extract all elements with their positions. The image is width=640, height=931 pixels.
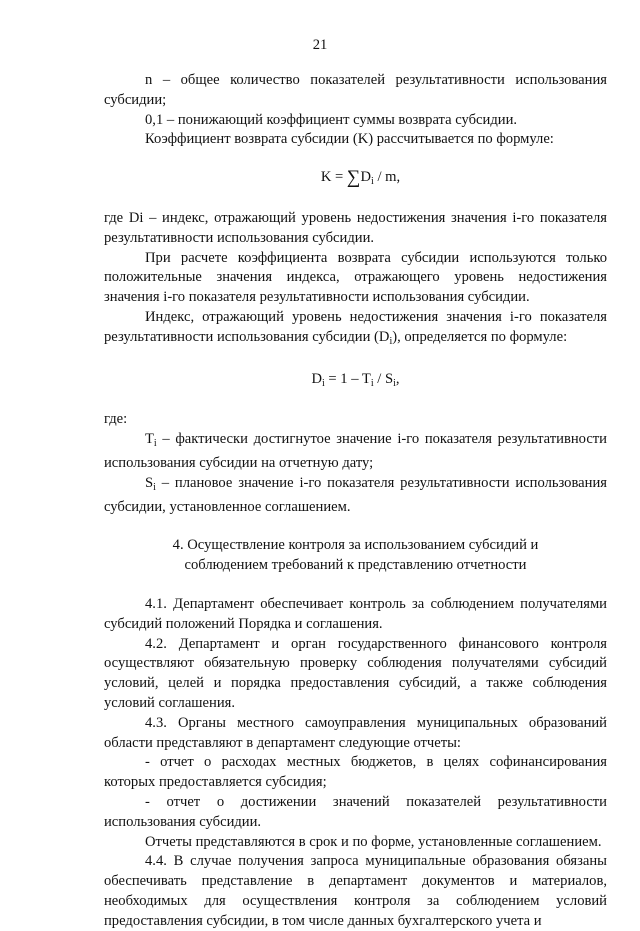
page-number: 21 [312,37,328,53]
paragraph-si-definition [104,474,607,518]
ti-subscript: i [153,438,157,450]
di-intro-text: Индекс, отражающий уровень недостижения значения i-го показателя результативности использования субсидии (D [104,308,607,345]
formula-d-d-subscript: i [322,377,325,389]
paragraph-4-3: 4.3. Органы местного самоуправления муниципальных образований области представляют в департамент следующие отчеты: [104,714,607,751]
paragraph-4-3-report-expenses: - отчет о расходах местных бюджетов, в целях софинансирования которых предоставляется субсидия; [104,754,607,791]
formula-k-rhs: / m, [373,169,401,186]
paragraph-4-3-reports-deadline: Отчеты представляются в срок и по форме, установленные соглашением. [145,833,602,850]
formula-k-sigma: ∑ [346,167,361,189]
paragraph-4-2: 4.2. Департамент и орган государственного финансового контроля осуществляют обязательную проверку соблюдения получателями субсидий условий, целей и порядка предоставления субсидий, а также соблюдения условий соглашения. [104,635,607,711]
ti-text: – фактически достигнутое значение i-го показателя результативности использования субсидии на отчетную дату; [104,431,607,471]
section-4-heading [104,536,607,576]
paragraph-di-definition: где Di – индекс, отражающий уровень недостижения значения i-го показателя результативности использования субсидии. [104,209,607,246]
formula-d-end: , [395,370,400,387]
paragraph-4-1: 4.1. Департамент обеспечивает контроль за соблюдением получателями субсидий положений Порядка и соглашения. [104,595,607,632]
formula-k-d-subscript: i [371,176,374,188]
formula-d-slash: / S [373,370,394,387]
formula-d-d: D [311,370,322,387]
formula-d-s-subscript: i [393,377,396,389]
formula-k [114,168,607,192]
si-label: S [145,474,154,491]
ti-label: T [145,431,154,448]
document-body [104,71,607,931]
section-4-heading-line-2: соблюдением требований к представлению отчетности [184,557,527,574]
paragraph-ti-definition [104,430,607,474]
si-subscript: i [153,481,156,493]
paragraph-positive-values: При расчете коэффициента возврата субсидии используются только положительные значения индекса, отражающего уровень недостижения значения i-го показателя результативности использования субсидии. [104,249,607,306]
paragraph-reduction-coefficient: 0,1 – понижающий коэффициент суммы возврата субсидии. [145,111,518,128]
section-4-heading-line-1: 4. Осуществление контроля за использованием субсидий и [172,537,539,554]
paragraph-where: где: [104,411,128,428]
di-intro-subscript: i [389,335,393,347]
formula-k-d: D [360,169,372,186]
paragraph-4-4: 4.4. В случае получения запроса муниципальные образования обязаны обеспечивать представление в департамент документов и материалов, необходимых для осуществления контроля за соблюдением условий предоставления субсидии, в том числе данных бухгалтерского учета и [104,853,607,929]
formula-d-t-subscript: i [370,377,374,389]
paragraph-n-definition: n – общее количество показателей результативности использования субсидии; [104,72,607,108]
paragraph-k-formula-intro: Коэффициент возврата субсидии (K) рассчитывается по формуле: [145,131,554,148]
paragraph-di-formula-intro [104,308,607,352]
di-intro-tail: ), определяется по формуле: [392,328,568,345]
si-text: – плановое значение i-го показателя результативности использования субсидии, установленное соглашением. [104,474,607,515]
formula-d [104,370,607,394]
formula-d-mid: = 1 – T [324,370,371,387]
formula-k-lhs: K = [320,169,347,186]
paragraph-4-3-report-indicators: - отчет о достижении значений показателей результативности использования субсидии. [104,793,607,830]
